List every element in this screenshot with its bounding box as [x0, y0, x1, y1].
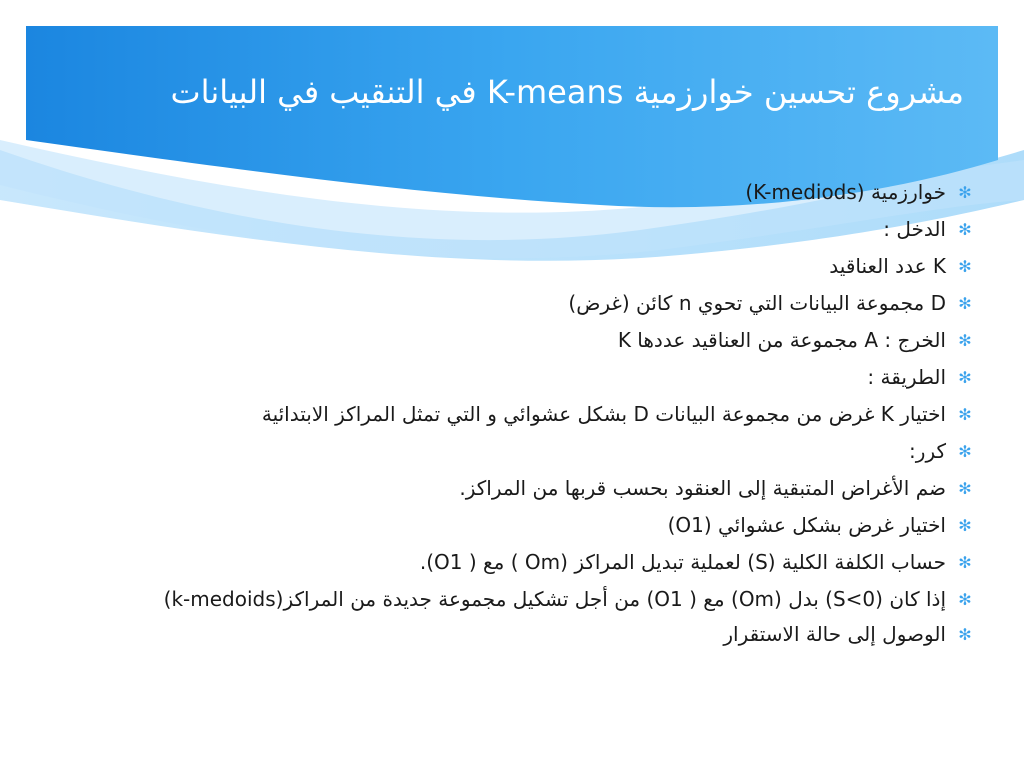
bullet-text: الخرج : A مجموعة من العناقيد عددها K: [617, 328, 946, 352]
bullet-icon: ✻: [958, 479, 972, 498]
bullet-text: الطريقة :: [867, 365, 946, 389]
bullet-icon: ✻: [958, 405, 972, 424]
bullet-item: [94, 622, 974, 647]
bullet-text: الدخل :: [883, 217, 946, 241]
bullet-item: [94, 476, 974, 501]
bullet-text: حساب الكلفة الكلية (S) لعملية تبديل المراكز (Om ) مع ( O1).: [419, 550, 946, 574]
bullet-item: [94, 217, 974, 242]
bullet-item: [94, 587, 974, 612]
bullet-icon: ✻: [958, 331, 972, 350]
bullet-icon: ✻: [958, 625, 972, 644]
bullet-icon: ✻: [958, 220, 972, 239]
bullet-icon: ✻: [958, 294, 972, 313]
bullet-icon: ✻: [958, 368, 972, 387]
bullet-item: [94, 439, 974, 464]
bullet-text: اختيار غرض بشكل عشوائي (O1): [667, 513, 946, 537]
bullet-item: [94, 254, 974, 279]
slide-title: مشروع تحسين خوارزمية K-means في التنقيب في البيانات: [170, 73, 964, 111]
bullet-icon: ✻: [958, 590, 972, 609]
bullet-text: D مجموعة البيانات التي تحوي n كائن (غرض): [568, 291, 946, 315]
bullet-icon: ✻: [958, 442, 972, 461]
bullet-text: اختيار K غرض من مجموعة البيانات D بشكل عشوائي و التي تمثل المراكز الابتدائية: [261, 402, 946, 426]
bullet-text: خوارزمية (K-mediods): [745, 180, 946, 204]
bullet-text: K عدد العناقيد: [829, 254, 946, 278]
bullet-item: [94, 180, 974, 205]
bullet-item: [94, 550, 974, 575]
bullet-icon: ✻: [958, 257, 972, 276]
bullet-item: [94, 365, 974, 390]
bullet-item: [94, 291, 974, 316]
bullet-list: [94, 180, 974, 659]
bullet-item: [94, 402, 974, 427]
bullet-text: كرر:: [909, 439, 946, 463]
bullet-icon: ✻: [958, 553, 972, 572]
bullet-item: [94, 513, 974, 538]
bullet-item: [94, 328, 974, 353]
bullet-text: ضم الأغراض المتبقية إلى العنقود بحسب قربها من المراكز.: [459, 476, 946, 500]
bullet-icon: ✻: [958, 183, 972, 202]
bullet-text: إذا كان (S<0) بدل (Om) مع ( O1) من أجل تشكيل مجموعة جديدة من المراكز(k-medoids): [163, 587, 946, 611]
bullet-text: الوصول إلى حالة الاستقرار: [723, 622, 946, 646]
bullet-icon: ✻: [958, 516, 972, 535]
